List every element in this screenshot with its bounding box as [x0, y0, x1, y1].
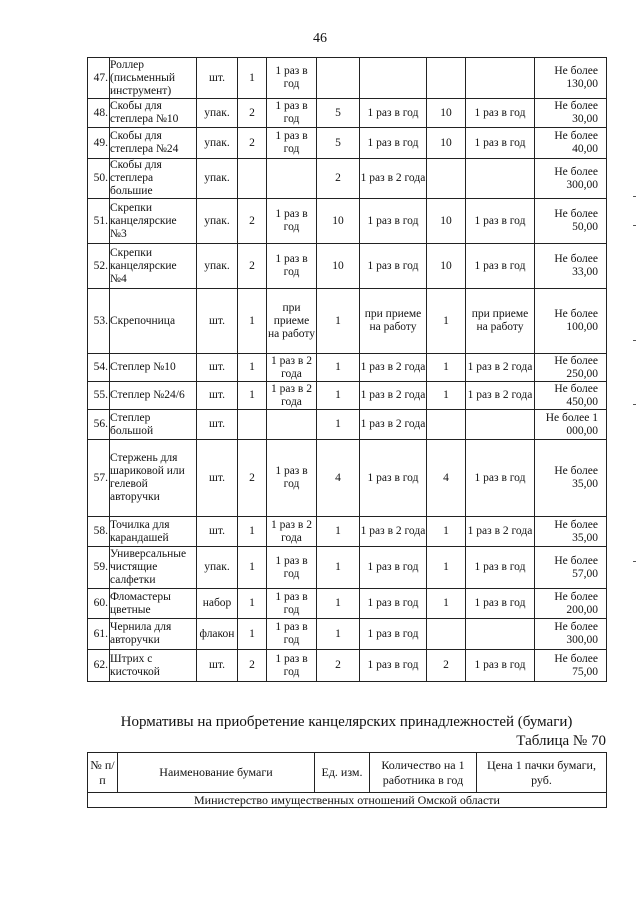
table-row [88, 244, 607, 289]
cell-num: 48. [88, 99, 110, 128]
table-label: Таблица № 70 [516, 733, 606, 749]
cell-qty3: 1 [427, 382, 466, 410]
cell-qty1: 1 [238, 589, 267, 619]
cell-price: Не более 200,00 [535, 589, 607, 619]
cell-period3: 1 раз в год [466, 589, 535, 619]
table-row [88, 58, 607, 99]
cell-qty2: 10 [317, 199, 360, 244]
cell-name: Стержень для шариковой или гелевой авторучки [110, 440, 197, 517]
cell-period2: 1 раз в год [360, 244, 427, 289]
cell-name: Скрепочница [110, 289, 197, 354]
cell-period1: 1 раз в год [267, 199, 317, 244]
cell-qty3: 4 [427, 440, 466, 517]
cell-name: Скобы для степлера №10 [110, 99, 197, 128]
table-row [88, 99, 607, 128]
cell-unit: набор [197, 589, 238, 619]
cell-price: Не более 35,00 [535, 517, 607, 547]
cell-price: Не более 100,00 [535, 289, 607, 354]
cell-name: Фломастеры цветные [110, 589, 197, 619]
table-row [88, 289, 607, 354]
cell-qty1: 2 [238, 99, 267, 128]
cell-unit: упак. [197, 244, 238, 289]
cell-qty1: 2 [238, 244, 267, 289]
cell-period2: 1 раз в 2 года [360, 382, 427, 410]
scan-edge-mark [633, 225, 636, 226]
cell-period2: 1 раз в год [360, 99, 427, 128]
cell-price: Не более 1 000,00 [535, 410, 607, 440]
cell-name: Чернила для авторучки [110, 619, 197, 650]
cell-qty3: 10 [427, 244, 466, 289]
cell-period1: 1 раз в 2 года [267, 382, 317, 410]
cell-qty1: 1 [238, 382, 267, 410]
cell-num: 52. [88, 244, 110, 289]
cell-period1: 1 раз в год [267, 99, 317, 128]
cell-price: Не более 35,00 [535, 440, 607, 517]
cell-num: 56. [88, 410, 110, 440]
cell-qty3 [427, 619, 466, 650]
table-row [88, 650, 607, 682]
cell-unit: шт. [197, 410, 238, 440]
cell-qty1: 1 [238, 58, 267, 99]
table-row [88, 382, 607, 410]
cell-num: 57. [88, 440, 110, 517]
cell-num: 58. [88, 517, 110, 547]
table-row [88, 517, 607, 547]
cell-period2: при приеме на работу [360, 289, 427, 354]
cell-price: Не более 30,00 [535, 99, 607, 128]
cell-period3: 1 раз в 2 года [466, 517, 535, 547]
cell-unit: шт. [197, 58, 238, 99]
table-row [88, 159, 607, 199]
cell-qty3: 1 [427, 517, 466, 547]
cell-price: Не более 300,00 [535, 159, 607, 199]
cell-num: 54. [88, 354, 110, 382]
scan-edge-mark [633, 196, 636, 197]
table-row [88, 547, 607, 589]
cell-period1: 1 раз в год [267, 244, 317, 289]
cell-unit: упак. [197, 199, 238, 244]
cell-period2: 1 раз в год [360, 650, 427, 682]
cell-qty3 [427, 159, 466, 199]
table-row [88, 619, 607, 650]
cell-qty3: 10 [427, 99, 466, 128]
cell-unit: упак. [197, 99, 238, 128]
cell-period1: 1 раз в год [267, 619, 317, 650]
cell-name: Степлер большой [110, 410, 197, 440]
cell-period2: 1 раз в 2 года [360, 159, 427, 199]
cell-qty2: 1 [317, 547, 360, 589]
cell-period1: 1 раз в 2 года [267, 517, 317, 547]
cell-qty3: 1 [427, 354, 466, 382]
cell-qty2: 2 [317, 650, 360, 682]
paper-norms-table [87, 752, 607, 808]
cell-period3: 1 раз в год [466, 440, 535, 517]
cell-period2: 1 раз в год [360, 199, 427, 244]
cell-qty3: 1 [427, 547, 466, 589]
cell-qty2: 1 [317, 589, 360, 619]
cell-qty1: 2 [238, 440, 267, 517]
cell-period2: 1 раз в 2 года [360, 354, 427, 382]
cell-price: Не более 450,00 [535, 382, 607, 410]
cell-unit: упак. [197, 547, 238, 589]
cell-period3 [466, 410, 535, 440]
cell-num: 51. [88, 199, 110, 244]
cell-name: Скрепки канцелярские №4 [110, 244, 197, 289]
cell-price: Не более 75,00 [535, 650, 607, 682]
cell-name: Роллер (письменный инструмент) [110, 58, 197, 99]
header-unit: Ед. изм. [315, 753, 370, 793]
cell-period3: 1 раз в год [466, 99, 535, 128]
cell-unit: упак. [197, 159, 238, 199]
paper-table-header-row [88, 753, 607, 793]
cell-num: 50. [88, 159, 110, 199]
cell-qty3: 1 [427, 589, 466, 619]
cell-qty1: 2 [238, 128, 267, 159]
cell-qty1: 1 [238, 517, 267, 547]
cell-qty2: 1 [317, 517, 360, 547]
paper-table-section-row [88, 793, 607, 808]
cell-price: Не более 40,00 [535, 128, 607, 159]
cell-unit: шт. [197, 289, 238, 354]
cell-unit: шт. [197, 650, 238, 682]
table-row [88, 410, 607, 440]
cell-name: Скрепки канцелярские №3 [110, 199, 197, 244]
cell-period1: 1 раз в год [267, 440, 317, 517]
cell-num: 62. [88, 650, 110, 682]
cell-qty2: 1 [317, 354, 360, 382]
cell-num: 60. [88, 589, 110, 619]
cell-period1: 1 раз в год [267, 589, 317, 619]
cell-unit: шт. [197, 517, 238, 547]
cell-name: Штрих с кисточкой [110, 650, 197, 682]
table-row [88, 199, 607, 244]
cell-period3: 1 раз в год [466, 547, 535, 589]
cell-qty2: 1 [317, 619, 360, 650]
cell-unit: флакон [197, 619, 238, 650]
table-row [88, 440, 607, 517]
cell-qty1: 2 [238, 650, 267, 682]
cell-price: Не более 57,00 [535, 547, 607, 589]
cell-price: Не более 250,00 [535, 354, 607, 382]
cell-qty2: 4 [317, 440, 360, 517]
cell-period3: 1 раз в год [466, 244, 535, 289]
cell-period3: 1 раз в год [466, 128, 535, 159]
cell-qty2: 1 [317, 382, 360, 410]
cell-period3: при приеме на работу [466, 289, 535, 354]
cell-period1 [267, 410, 317, 440]
cell-qty1 [238, 410, 267, 440]
cell-qty2: 1 [317, 410, 360, 440]
scan-edge-mark [633, 561, 636, 562]
cell-name: Скобы для степлера №24 [110, 128, 197, 159]
cell-period1: при приеме на работу [267, 289, 317, 354]
cell-qty3 [427, 410, 466, 440]
cell-price: Не более 130,00 [535, 58, 607, 99]
cell-period3 [466, 619, 535, 650]
page-number: 46 [313, 31, 327, 46]
cell-qty2 [317, 58, 360, 99]
cell-period1: 1 раз в год [267, 650, 317, 682]
supplies-table [87, 57, 607, 682]
header-qty: Количество на 1 работника в год [370, 753, 477, 793]
cell-period3: 1 раз в 2 года [466, 354, 535, 382]
header-num: № п/п [88, 753, 118, 793]
cell-qty2: 5 [317, 99, 360, 128]
cell-num: 49. [88, 128, 110, 159]
cell-qty3: 10 [427, 199, 466, 244]
cell-period2: 1 раз в год [360, 589, 427, 619]
cell-name: Степлер №10 [110, 354, 197, 382]
cell-qty3: 10 [427, 128, 466, 159]
cell-period1 [267, 159, 317, 199]
cell-qty1: 1 [238, 354, 267, 382]
cell-period1: 1 раз в год [267, 128, 317, 159]
scan-edge-mark [633, 340, 636, 341]
cell-name: Скобы для степлера большие [110, 159, 197, 199]
table-row [88, 128, 607, 159]
ministry-section-cell: Министерство имущественных отношений Омской области [88, 793, 607, 808]
cell-period3: 1 раз в год [466, 199, 535, 244]
cell-period3 [466, 58, 535, 99]
cell-num: 55. [88, 382, 110, 410]
cell-unit: шт. [197, 354, 238, 382]
cell-qty3 [427, 58, 466, 99]
header-price: Цена 1 пачки бумаги, руб. [477, 753, 607, 793]
cell-qty2: 2 [317, 159, 360, 199]
cell-period2: 1 раз в 2 года [360, 410, 427, 440]
scan-edge-mark [633, 404, 636, 405]
cell-qty1: 1 [238, 547, 267, 589]
cell-period2 [360, 58, 427, 99]
cell-period2: 1 раз в 2 года [360, 517, 427, 547]
cell-qty3: 1 [427, 289, 466, 354]
header-name: Наименование бумаги [118, 753, 315, 793]
cell-qty2: 1 [317, 289, 360, 354]
cell-price: Не более 300,00 [535, 619, 607, 650]
supplies-table-body [88, 58, 607, 682]
paper-section-title: Нормативы на приобретение канцелярских принадлежностей (бумаги) [120, 714, 573, 730]
table-row [88, 589, 607, 619]
cell-name: Точилка для карандашей [110, 517, 197, 547]
cell-period2: 1 раз в год [360, 440, 427, 517]
cell-num: 61. [88, 619, 110, 650]
cell-period1: 1 раз в год [267, 547, 317, 589]
cell-qty1: 2 [238, 199, 267, 244]
cell-qty1: 1 [238, 619, 267, 650]
cell-period3 [466, 159, 535, 199]
cell-period2: 1 раз в год [360, 128, 427, 159]
cell-unit: шт. [197, 382, 238, 410]
cell-qty3: 2 [427, 650, 466, 682]
cell-qty1: 1 [238, 289, 267, 354]
cell-qty1 [238, 159, 267, 199]
cell-name: Универсальные чистящие салфетки [110, 547, 197, 589]
cell-num: 53. [88, 289, 110, 354]
cell-num: 59. [88, 547, 110, 589]
cell-unit: упак. [197, 128, 238, 159]
table-row [88, 354, 607, 382]
cell-period3: 1 раз в год [466, 650, 535, 682]
cell-name: Степлер №24/6 [110, 382, 197, 410]
cell-unit: шт. [197, 440, 238, 517]
cell-period2: 1 раз в год [360, 547, 427, 589]
cell-num: 47. [88, 58, 110, 99]
cell-qty2: 10 [317, 244, 360, 289]
cell-period3: 1 раз в 2 года [466, 382, 535, 410]
cell-price: Не более 50,00 [535, 199, 607, 244]
cell-period1: 1 раз в год [267, 58, 317, 99]
cell-qty2: 5 [317, 128, 360, 159]
cell-period2: 1 раз в год [360, 619, 427, 650]
cell-price: Не более 33,00 [535, 244, 607, 289]
cell-period1: 1 раз в 2 года [267, 354, 317, 382]
